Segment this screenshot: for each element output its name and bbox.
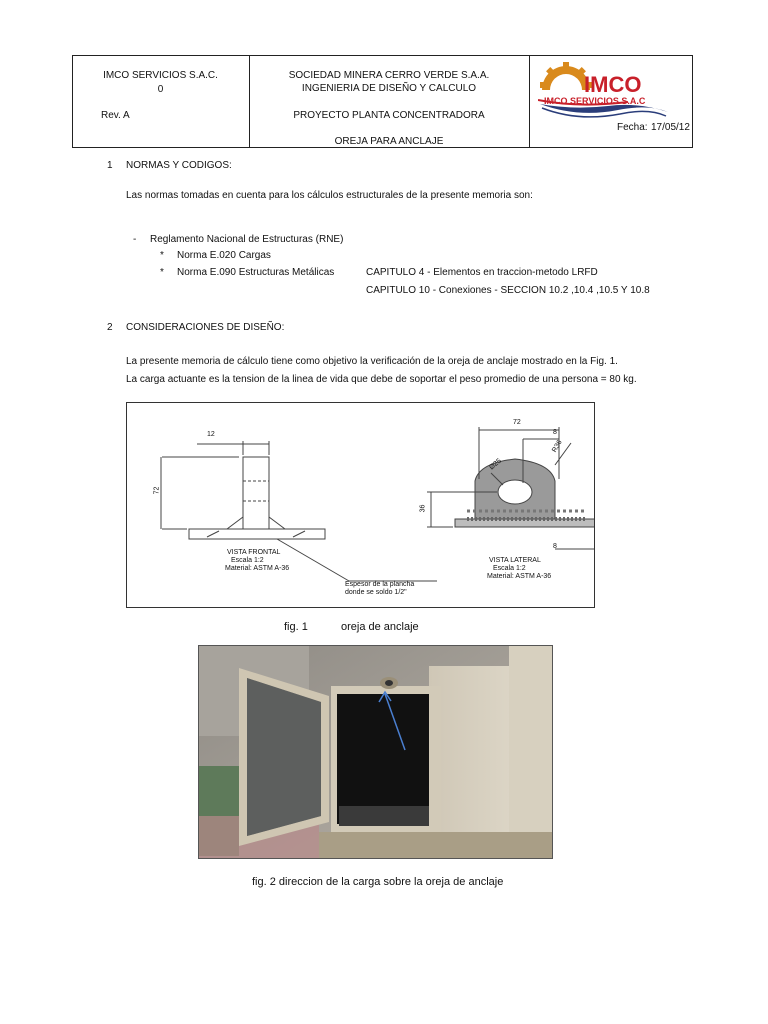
dim-side-hole: Ø25 [488, 457, 503, 472]
norm-e020: Norma E.020 Cargas [177, 250, 271, 261]
figure-1-caption-text: oreja de anclaje [341, 621, 419, 633]
section-1-number: 1 [107, 160, 113, 171]
chapter-10: CAPITULO 10 - Conexiones - SECCION 10.2 ,10.4 ,10.5 Y 10.8 [366, 285, 650, 296]
dim-side-height: 36 [419, 504, 427, 513]
company-code: 0 [157, 84, 164, 95]
front-view-title: VISTA FRONTAL [227, 549, 281, 556]
bullet-star: * [160, 267, 164, 278]
norm-e090: Norma E.090 Estructuras Metálicas [177, 267, 335, 278]
dim-front-width: 12 [207, 431, 215, 438]
section-2-number: 2 [107, 322, 113, 333]
front-view-scale: Escala 1:2 [231, 557, 264, 564]
section-2-line-1: La presente memoria de cálculo tiene como objetivo la verificación de la oreja de anclaje mostrado en la Fig. 1. [126, 356, 618, 367]
figure-2-caption: fig. 2 direccion de la carga sobre la oreja de anclaje [252, 876, 504, 888]
dim-side-radius: R36 [551, 439, 564, 454]
front-view-material: Material: ASTM A-36 [225, 565, 290, 572]
section-2-line-2: La carga actuante es la tension de la linea de vida que debe de soportar el peso promedio de una persona = 80 kg. [126, 374, 637, 385]
side-view-material: Material: ASTM A-36 [487, 573, 552, 580]
section-1-intro: Las normas tomadas en cuenta para los cálculos estructurales de la presente memoria son: [126, 190, 533, 201]
department: INGENIERIA DE DISEÑO Y CALCULO [301, 83, 477, 94]
section-2-title: CONSIDERACIONES DE DISEÑO: [126, 322, 285, 333]
document-title: OREJA PARA ANCLAJE [334, 136, 444, 147]
dim-side-right: 8 [553, 429, 557, 436]
regulation-name: Reglamento Nacional de Estructuras (RNE) [150, 234, 344, 245]
figure-2-photo [198, 645, 553, 859]
plate-note-line-2: donde se soldo 1/2" [345, 589, 407, 596]
project-name: PROYECTO PLANTA CONCENTRADORA [293, 110, 485, 121]
dim-side-bottom: 8 [553, 543, 557, 550]
company-name: IMCO SERVICIOS S.A.C. [103, 70, 218, 81]
side-view-scale: Escala 1:2 [493, 565, 526, 572]
header-divider-right [529, 56, 530, 147]
figure-1-drawing [126, 402, 595, 608]
date-value: 17/05/12 [651, 122, 690, 133]
dim-front-height: 72 [153, 486, 161, 495]
anchor-photo-image [199, 646, 552, 858]
side-view-title: VISTA LATERAL [489, 557, 541, 564]
bullet-star: * [160, 250, 164, 261]
revision: Rev. A [101, 110, 130, 121]
bullet-dash: - [133, 234, 137, 245]
section-1-title: NORMAS Y CODIGOS: [126, 160, 232, 171]
figure-1-caption-number: fig. 1 [284, 621, 308, 633]
imco-logo [538, 60, 688, 122]
logo-text: IMCO [584, 72, 642, 97]
logo-subtext: IMCO SERVICIOS S.A.C [544, 96, 646, 106]
plate-note-line-1: Espesor de la plancha [345, 581, 415, 588]
client-name: SOCIEDAD MINERA CERRO VERDE S.A.A. [288, 70, 490, 81]
date-label: Fecha: [617, 122, 648, 133]
chapter-4: CAPITULO 4 - Elementos en traccion-metodo LRFD [366, 267, 598, 278]
dim-side-width: 72 [513, 419, 521, 426]
